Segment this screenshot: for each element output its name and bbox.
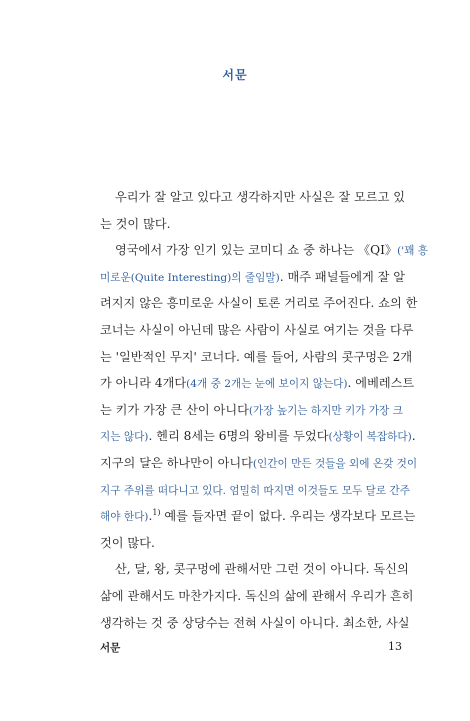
- body-text-segment: 는 '일반적인 무지' 코너다. 예를 들어, 사람의 콧구멍은 2개: [100, 349, 413, 364]
- body-text-segment: 려지지 않은 흥미로운 사실이 토론 거리로 주어진다. 쇼의 한: [100, 296, 418, 311]
- body-line: [100, 344, 413, 371]
- body-text-segment: . 헨리 8세는 6명의 왕비를 두었다: [148, 429, 329, 444]
- body-line: [100, 556, 409, 583]
- body-text-segment: 는 것이 많다.: [100, 216, 171, 231]
- body-line: [100, 397, 403, 424]
- chapter-title: 서문: [222, 68, 248, 82]
- body-line: [100, 237, 428, 264]
- body-text-segment: .: [411, 429, 416, 444]
- body-line: [100, 264, 406, 291]
- editor-note: (상황이 복잡하다): [328, 431, 412, 444]
- body-line: [100, 317, 414, 344]
- body-line: [100, 477, 410, 504]
- body-line: [100, 290, 418, 317]
- body-text-segment: 가 아니라 4개다: [100, 376, 187, 391]
- body-line: [100, 530, 400, 557]
- body-text-segment: 삶에 관해서도 마찬가지다. 독신의 삶에 관해서 우리가 흔히: [100, 588, 414, 603]
- body-text-segment: 코너는 사실이 아닌데 많은 사람이 사실로 여기는 것을 다루: [100, 322, 414, 337]
- body-line: [100, 423, 416, 450]
- body-line: [100, 184, 406, 211]
- body-line: [100, 583, 414, 610]
- editor-note: ('꽤 흥: [397, 245, 428, 258]
- footnote-marker[interactable]: 1): [152, 508, 161, 518]
- editor-note: 미로운(Quite Interesting)의 줄임말): [100, 271, 280, 284]
- body-line: [100, 370, 415, 397]
- body-text-segment: 영국에서 가장 인기 있는 코미디 쇼 중 하나는 《QI》: [115, 243, 398, 258]
- body-text-segment: 생각하는 것 중 상당수는 전혀 사실이 아니다. 최소한, 사실: [100, 615, 410, 630]
- body-text-segment: . 매주 패널들에게 잘 알: [279, 269, 406, 284]
- body-text: [100, 184, 428, 636]
- editor-note: (4개 중 2개는 눈에 보이지 않는다): [186, 378, 348, 391]
- body-text-segment: 는 키가 가장 큰 산이 아니다: [100, 402, 249, 417]
- body-text-segment: . 에베레스트: [347, 376, 415, 391]
- body-line: [100, 450, 418, 477]
- body-line: [100, 610, 410, 637]
- body-text-segment: 것이 많다.: [100, 535, 155, 550]
- body-line: [100, 211, 400, 238]
- running-footer-title: 서문: [100, 642, 121, 654]
- editor-note: 지구 주위를 떠다니고 있다. 엄밀히 따지면 이것들도 모두 달로 간주: [100, 484, 410, 497]
- editor-note: (인간이 만든 것들을 외에 온갖 것이: [252, 457, 418, 470]
- body-text-segment: 지구의 달은 하나만이 아니다: [100, 455, 253, 470]
- body-text-segment: 우리가 잘 알고 있다고 생각하지만 사실은 잘 모르고 있: [115, 190, 406, 204]
- body-text-segment: 예를 들자면 끝이 없다. 우리는 생각보다 모르는: [160, 509, 416, 524]
- editor-note: 지는 않다): [100, 431, 149, 444]
- editor-note: (가장 높기는 하지만 키가 가장 크: [248, 404, 403, 417]
- page-number: 13: [388, 640, 402, 653]
- body-line: [100, 503, 416, 530]
- body-text-segment: .: [148, 509, 153, 524]
- editor-note: 해야 한다): [100, 511, 149, 524]
- body-text-segment: 산, 달, 왕, 콧구멍에 관해서만 그런 것이 아니다. 독신의: [115, 562, 409, 577]
